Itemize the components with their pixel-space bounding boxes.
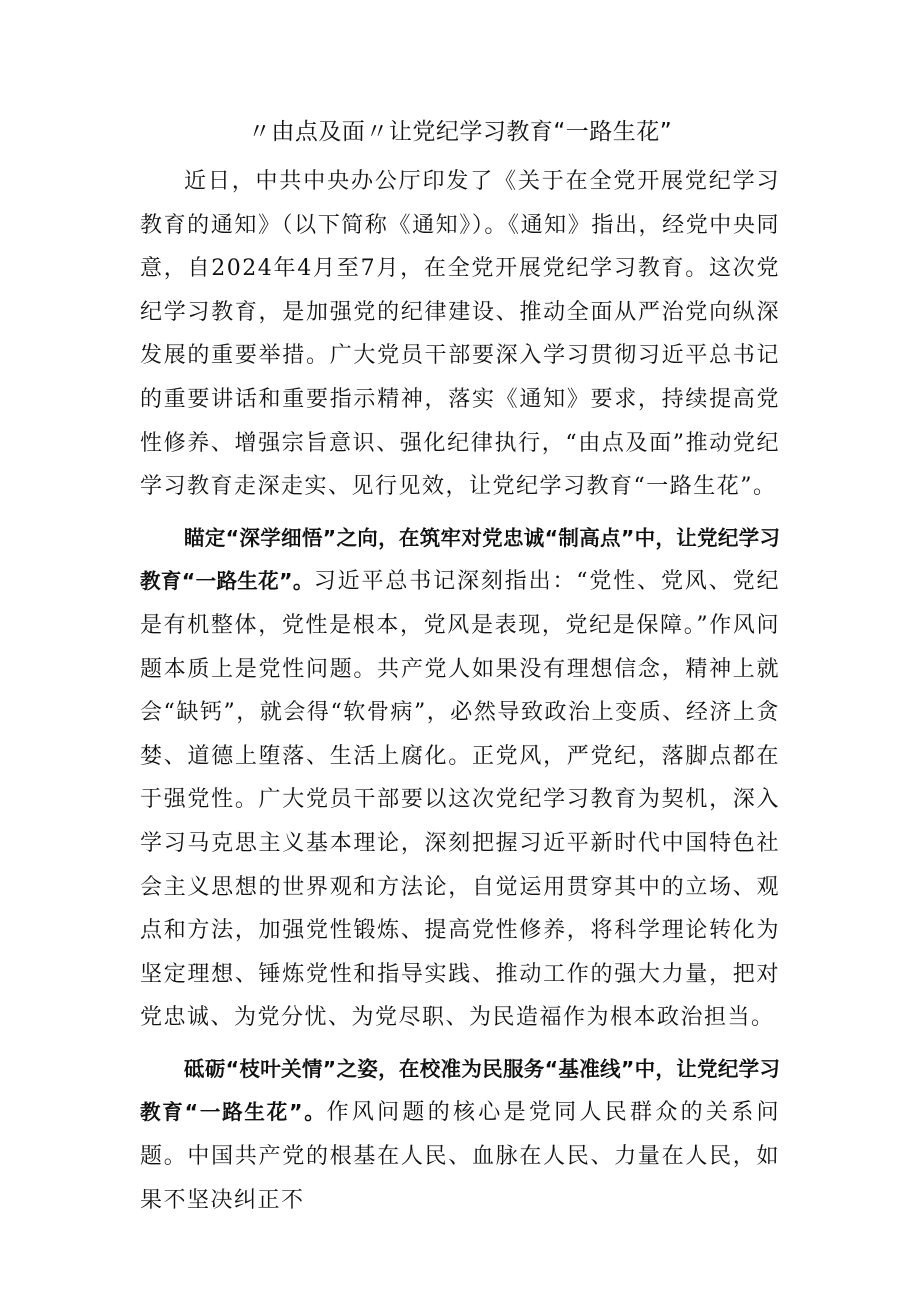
section-heading: 瞄定“深学细悟”之向，在筑牢对党忠诚“制高点”中，让党纪学习教育“一路生花”。 [140, 525, 780, 594]
paragraph-text: 习近平总书记深刻指出：“党性、党风、党纪是有机整体，党性是根本，党风是表现，党纪是保障。”作风问题本质上是党性问题。共产党人如果没有理想信念，精神上就会“缺钙”，就会得“软骨病”，必然导致政治上变质、经济上贪婪、道德上堕落、生活上腐化。正党风，严党纪，落脚点都在于强党性。广大党员干部要以这次党纪学习教育为契机，深入学习马克思主义基本理论，深刻把握习近平新时代中国特色社会主义思想的世界观和方法论，自觉运用贯穿其中的立场、观点和方法，加强党性锻炼、提高党性修养，将科学理论转化为坚定理想、锤炼党性和指导实践、推动工作的强大力量，把对党忠诚、为党分忧、为党尽职、为民造福作为根本政治担当。 [140, 569, 781, 1031]
paragraph-section-2 [140, 1048, 780, 1222]
document-title: 〃由点及面〃让党纪学习教育“一路生花” [247, 119, 673, 145]
paragraph-text: 作风问题的核心是党同人民群众的关系问题。中国共产党的根基在人民、血脉在人民、力量在人民，如果不坚决纠正不 [140, 1100, 780, 1213]
paragraph-text: 近日，中共中央办公厅印发了《关于在全党开展党纪学习教育的通知》（以下简称《通知》）。《通知》指出，经党中央同意，自2024年4月至7月，在全党开展党纪学习教育。这次党纪学习教育，是加强党的纪律建设、推动全面从严治党向纵深发展的重要举措。广大党员干部要深入学习贯彻习近平总书记的重要讲话和重要指示精神，落实《通知》要求，持续提高党性修养、增强宗旨意识、强化纪律执行，“由点及面”推动党纪学习教育走深走实、见行见效，让党纪学习教育“一路生花”。 [140, 169, 780, 500]
paragraph-section-1 [140, 517, 780, 1040]
document-body [140, 160, 780, 1222]
section-heading: 砥砺“枝叶关情”之姿，在校准为民服务“基准线”中，让党纪学习教育“一路生花”。 [140, 1056, 780, 1125]
paragraph-intro [140, 160, 780, 509]
